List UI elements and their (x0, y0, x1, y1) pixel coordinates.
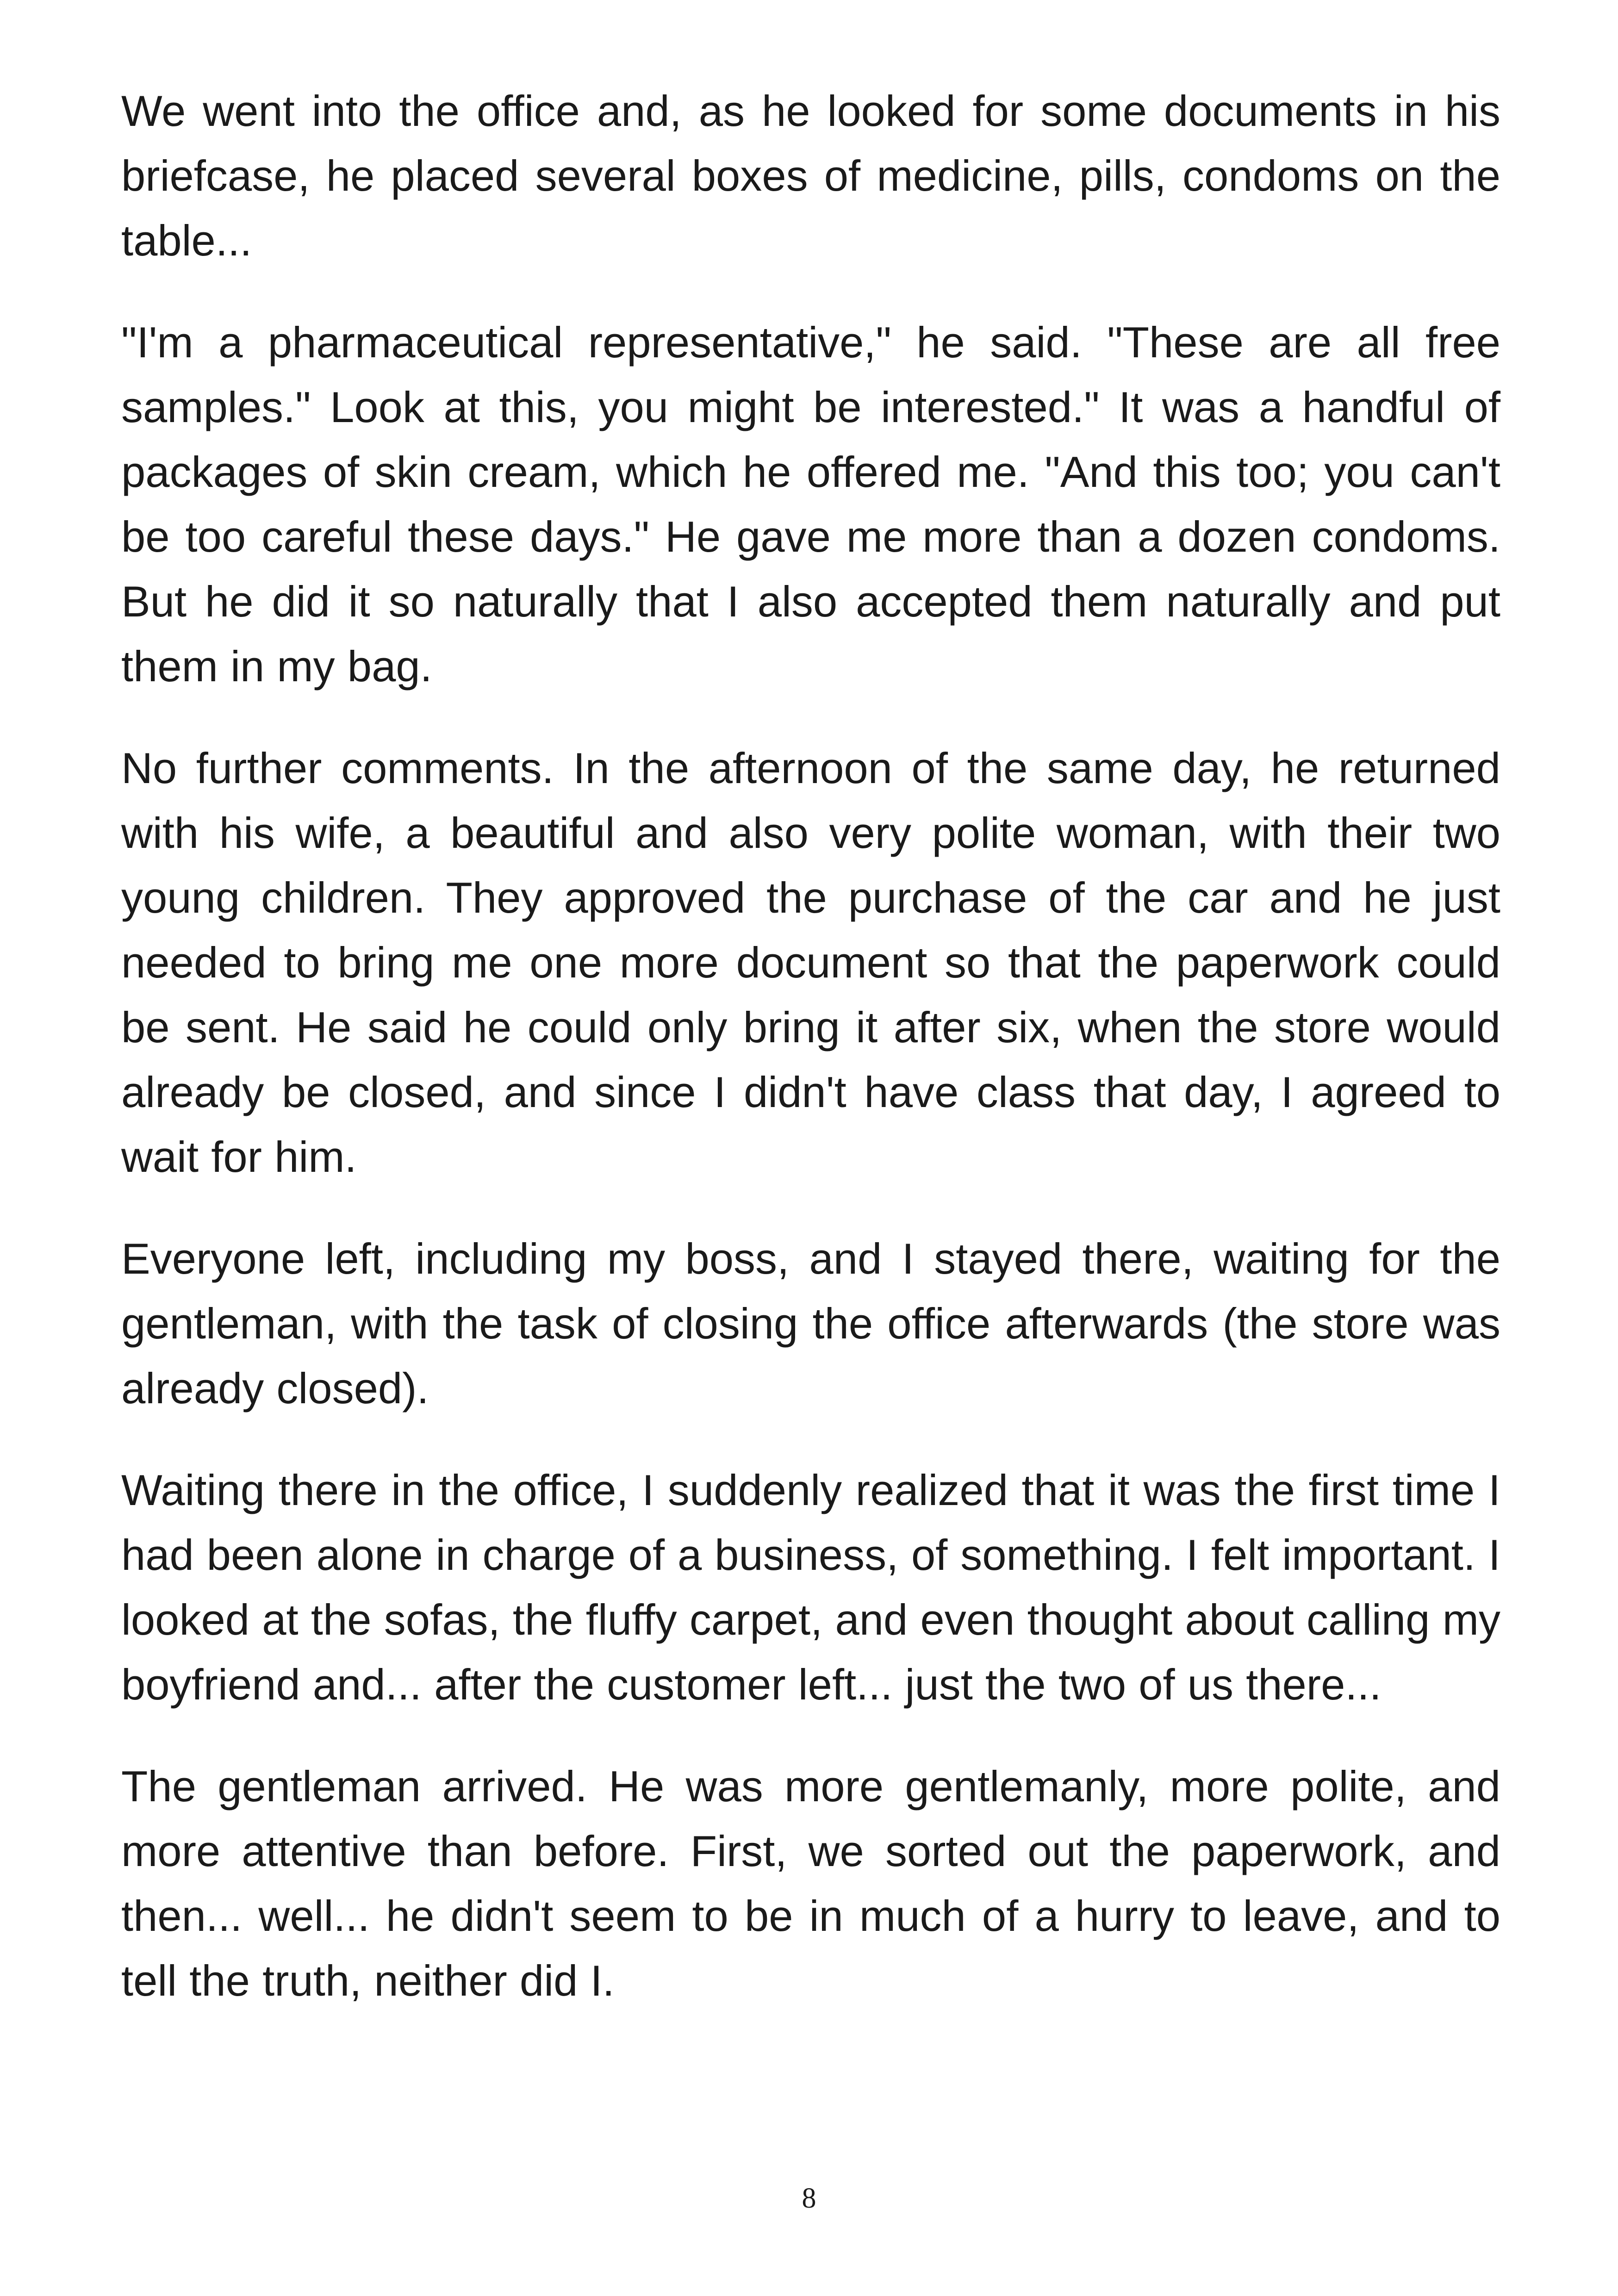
paragraph-2: "I'm a pharmaceutical representative," he said. "These are all free samples." Look at this, you might be interested." It was a handful of packages of skin cream, which he offered me. "And this too; you can't be too careful these days." He gave me more than a dozen condoms. But he did it so naturally that I also accepted them naturally and put them in my bag. (121, 318, 1500, 691)
paragraph-1: We went into the office and, as he looked for some documents in his briefcase, he placed several boxes of medicine, pills, condoms on the table... (121, 87, 1500, 265)
page-body (121, 79, 1500, 2050)
paragraph-4: Everyone left, including my boss, and I stayed there, waiting for the gentleman, with the task of closing the office afterwards (the store was already closed). (121, 1234, 1500, 1412)
paragraph-6: The gentleman arrived. He was more gentlemanly, more polite, and more attentive than before. First, we sorted out the paperwork, and then... well... he didn't seem to be in much of a hurry to leave, and to tell the truth, neither did I. (121, 1762, 1500, 2005)
paragraph-3: No further comments. In the afternoon of the same day, he returned with his wife, a beautiful and also very polite woman, with their two young children. They approved the purchase of the car and he just needed to bring me one more document so that the paperwork could be sent. He said he could only bring it after six, when the store would already be closed, and since I didn't have class that day, I agreed to wait for him. (121, 744, 1500, 1181)
paragraph-5: Waiting there in the office, I suddenly realized that it was the first time I had been alone in charge of a business, of something. I felt important. I looked at the sofas, the fluffy carpet, and even thought about calling my boyfriend and... after the customer left... just the two of us there... (121, 1466, 1500, 1709)
page-number: 8 (802, 2183, 816, 2214)
